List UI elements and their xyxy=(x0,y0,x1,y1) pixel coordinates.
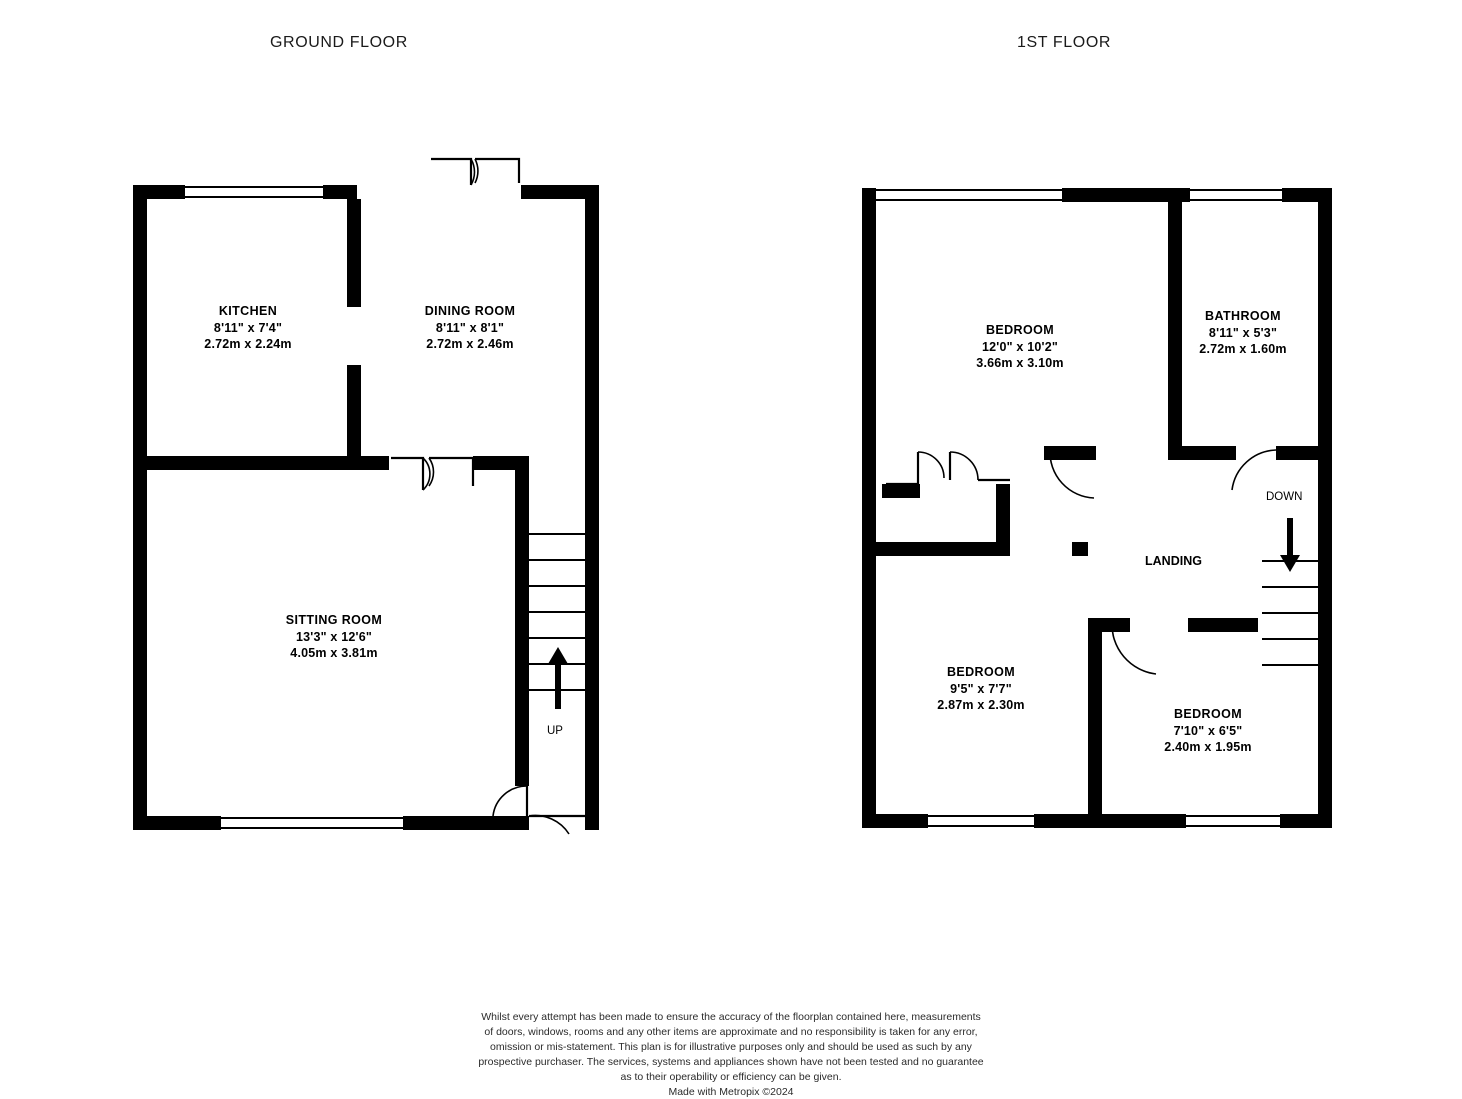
room-name: BEDROOM xyxy=(985,323,1055,337)
wall-landing-bottom-left xyxy=(876,542,1010,556)
disclaimer-line-4: prospective purchaser. The services, systems and appliances shown have not been tested and no guarantee xyxy=(478,1055,984,1068)
stair-step xyxy=(529,533,585,535)
room-dims-metric: 2.72m x 2.46m xyxy=(426,337,514,352)
room-label-dining-room xyxy=(425,303,516,353)
room-name: DINING ROOM xyxy=(424,304,516,318)
room-dims-metric: 2.72m x 2.24m xyxy=(204,337,292,352)
stairs-up-label: UP xyxy=(547,725,563,737)
disclaimer-line-5: as to their operability or efficiency can be given. xyxy=(620,1070,842,1083)
room-label-bedroom-1 xyxy=(976,322,1063,372)
door-bedroom3 xyxy=(1038,546,1096,608)
stair-step xyxy=(529,611,585,613)
first-floor-plan xyxy=(862,188,1332,828)
disclaimer-line-3: omission or mis-statement. This plan is for illustrative purposes only and should be used as such by any xyxy=(490,1040,972,1053)
stair-step xyxy=(1262,664,1318,666)
window-bedroom1-front xyxy=(876,189,1062,201)
wall-bathroom-landing-right xyxy=(1276,446,1318,460)
room-dims-imperial: 12'0" x 10'2" xyxy=(981,339,1059,354)
wall-exterior-right xyxy=(1318,188,1332,828)
stair-step xyxy=(529,637,585,639)
ground-floor-plan xyxy=(133,185,603,830)
disclaimer-line-2: of doors, windows, rooms and any other items are approximate and no responsibility is taken for any error, xyxy=(484,1025,978,1038)
floor-title-first: 1ST FLOOR xyxy=(1017,34,1112,51)
room-dims-metric: 2.72m x 1.60m xyxy=(1199,342,1287,357)
room-dims-metric: 3.66m x 3.10m xyxy=(976,356,1064,371)
landing-label: LANDING xyxy=(1145,554,1202,568)
wall-bedroom2-bedroom3 xyxy=(1088,618,1102,814)
room-name: BEDROOM xyxy=(1173,707,1243,721)
stair-step xyxy=(1262,638,1318,640)
wall-exterior-right xyxy=(585,185,599,830)
room-label-bedroom-3 xyxy=(1164,706,1251,756)
room-dims-metric: 2.40m x 1.95m xyxy=(1164,740,1252,755)
door-dining-to-sitting xyxy=(389,456,475,496)
floor-title-ground: GROUND FLOOR xyxy=(270,34,408,51)
window-bathroom-front xyxy=(1190,189,1282,201)
stair-step xyxy=(1262,586,1318,588)
room-name: KITCHEN xyxy=(218,304,278,318)
room-label-bedroom-2 xyxy=(937,664,1024,714)
wall-exterior-bottom-left xyxy=(133,816,221,830)
window-kitchen-front xyxy=(185,186,323,198)
door-bedroom1-to-landing xyxy=(884,446,1014,490)
wall-exterior-top-mid xyxy=(1062,188,1190,202)
stairs-down-arrow-icon xyxy=(1279,518,1301,572)
room-label-kitchen xyxy=(204,303,291,353)
wall-exterior-bottom-right xyxy=(1280,814,1332,828)
staircase-up xyxy=(529,533,585,741)
window-sitting-room-rear xyxy=(221,817,403,829)
stair-step xyxy=(529,559,585,561)
stairs-up-arrow-icon xyxy=(546,647,570,709)
disclaimer-credit: Made with Metropix ©2024 xyxy=(668,1085,794,1098)
wall-exterior-top-seg1 xyxy=(862,188,876,202)
disclaimer xyxy=(0,1010,1462,1099)
room-dims-imperial: 8'11" x 7'4" xyxy=(213,320,283,335)
room-label-sitting-room xyxy=(286,612,382,662)
wall-exterior-bottom-mid xyxy=(1034,814,1186,828)
stair-step xyxy=(1262,612,1318,614)
room-dims-imperial: 7'10" x 6'5" xyxy=(1173,723,1243,738)
door-front-entrance xyxy=(423,157,523,187)
door-landing-to-bedroom1 xyxy=(1044,446,1114,506)
door-bedroom2 xyxy=(1106,618,1192,680)
room-dims-imperial: 8'11" x 5'3" xyxy=(1208,325,1278,340)
wall-exterior-top-left xyxy=(133,185,185,199)
room-dims-metric: 2.87m x 2.30m xyxy=(937,698,1025,713)
room-dims-imperial: 13'3" x 12'6" xyxy=(295,629,372,644)
door-rear-exit xyxy=(525,810,595,836)
wall-stair-enclosure xyxy=(515,456,529,786)
room-dims-imperial: 8'11" x 8'1" xyxy=(435,320,505,335)
wall-exterior-left xyxy=(862,188,876,828)
window-bedroom3-rear xyxy=(1186,815,1280,827)
wall-bedroom1-bathroom xyxy=(1168,202,1182,446)
room-name: SITTING ROOM xyxy=(285,613,383,627)
wall-kitchen-sitting xyxy=(147,456,389,470)
wall-kitchen-dining-lower xyxy=(347,365,361,456)
wall-kitchen-dining-upper xyxy=(347,199,361,307)
room-dims-imperial: 9'5" x 7'7" xyxy=(950,681,1012,696)
room-name: BATHROOM xyxy=(1205,309,1281,323)
room-dims-metric: 4.05m x 3.81m xyxy=(290,646,378,661)
stairs-down-label: DOWN xyxy=(1266,491,1303,503)
stair-step xyxy=(529,585,585,587)
wall-exterior-left xyxy=(133,185,147,830)
room-label-bathroom xyxy=(1199,308,1286,358)
room-name: BEDROOM xyxy=(946,665,1016,679)
wall-exterior-bottom-left xyxy=(862,814,928,828)
wall-exterior-top-mid xyxy=(323,185,357,199)
disclaimer-line-1: Whilst every attempt has been made to ensure the accuracy of the floorplan contained here, measurements xyxy=(481,1011,981,1023)
window-bedroom2-rear xyxy=(928,815,1034,827)
